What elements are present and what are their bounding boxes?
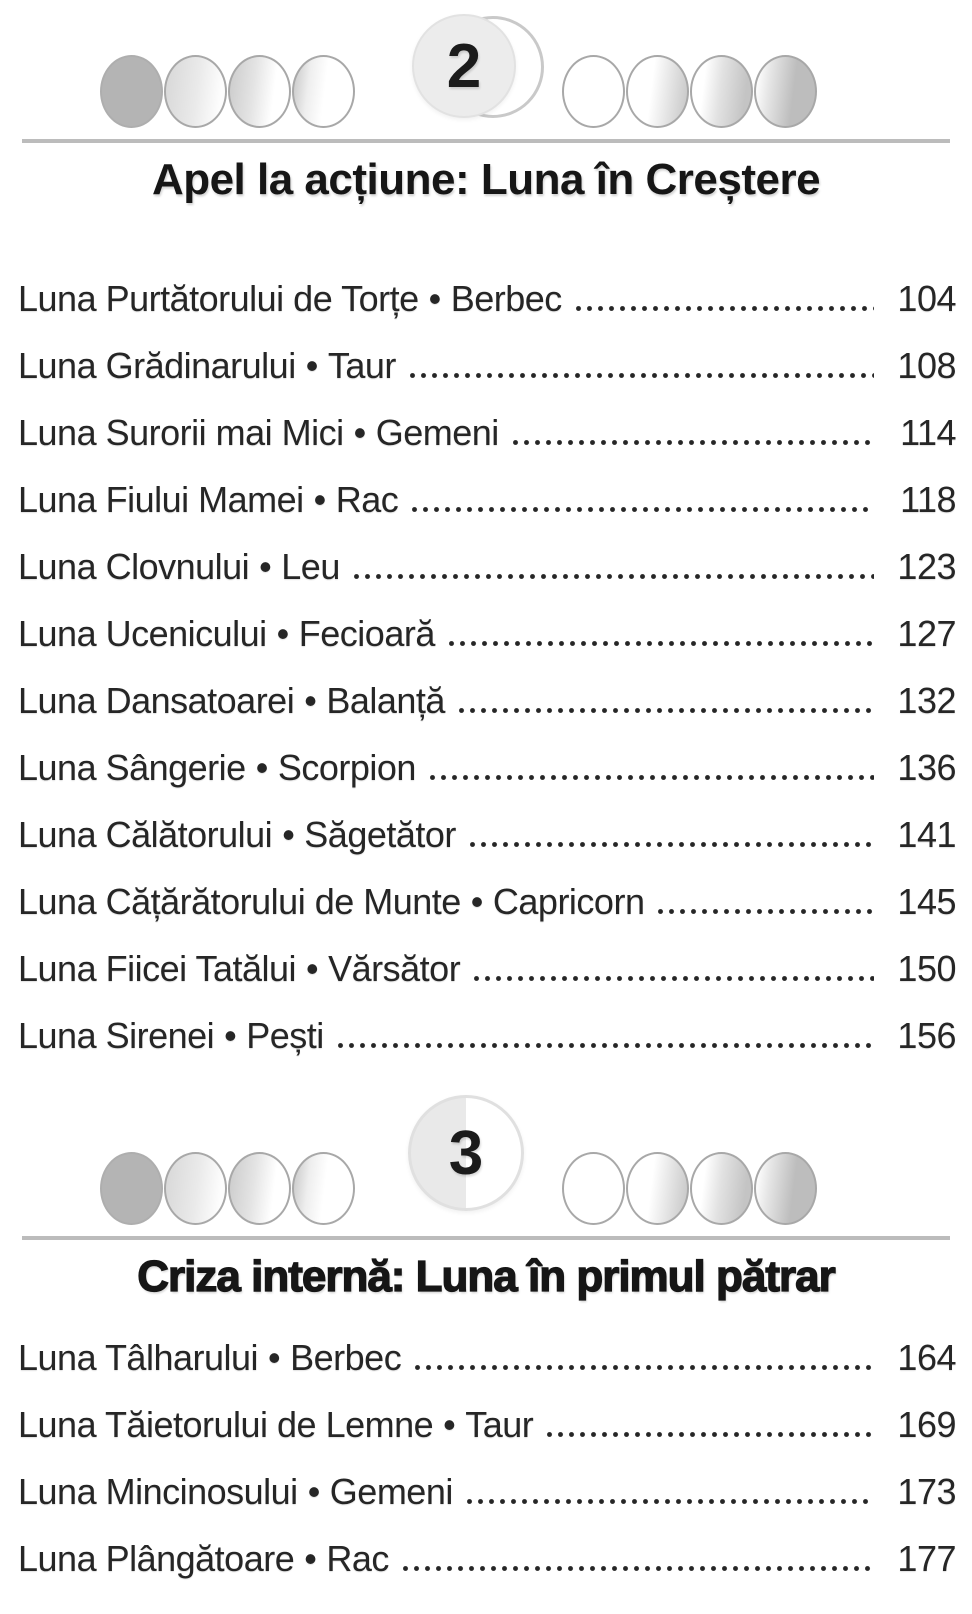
moon-phase-group-waning bbox=[562, 1152, 818, 1225]
page-number: 169 bbox=[897, 1404, 956, 1445]
moon-phase-group-waning bbox=[562, 55, 818, 128]
entry-label: Luna Purtătorului de Torțe • Berbec bbox=[18, 278, 562, 319]
bullet-separator: • bbox=[305, 345, 318, 386]
bullet-separator: • bbox=[255, 747, 268, 788]
chapter-2-moon-badge bbox=[412, 14, 546, 120]
page-number: 145 bbox=[897, 881, 956, 922]
entry-label: Luna Tăietorului de Lemne • Taur bbox=[18, 1404, 534, 1445]
dot-leader bbox=[430, 775, 874, 780]
toc-entry[interactable] bbox=[12, 1324, 960, 1391]
entry-label: Luna Tâlharului • Berbec bbox=[18, 1337, 402, 1378]
chapter-3-moon-badge bbox=[408, 1095, 542, 1201]
dot-leader bbox=[658, 909, 874, 914]
bullet-separator: • bbox=[443, 1404, 456, 1445]
page-number: 150 bbox=[897, 948, 956, 989]
page-number: 156 bbox=[897, 1015, 956, 1056]
chapter-3-toc-list bbox=[12, 1324, 960, 1592]
entry-label: Luna Călătorului • Săgetător bbox=[18, 814, 456, 855]
zodiac-sign: Gemeni bbox=[329, 1471, 453, 1512]
dot-leader bbox=[474, 976, 874, 981]
bullet-separator: • bbox=[306, 948, 319, 989]
chapter-2-moon-row bbox=[0, 14, 972, 120]
chapter-2-number: 2 bbox=[446, 31, 482, 101]
toc-entry[interactable] bbox=[12, 1458, 960, 1525]
dot-leader bbox=[410, 373, 874, 378]
zodiac-sign: Taur bbox=[465, 1404, 534, 1445]
first-quarter-icon bbox=[228, 1152, 291, 1225]
zodiac-sign: Leu bbox=[281, 546, 340, 587]
bullet-separator: • bbox=[428, 278, 441, 319]
toc-entry[interactable] bbox=[12, 265, 960, 332]
chapter-3-divider bbox=[22, 1236, 950, 1240]
entry-label: Luna Cățărătorului de Munte • Capricorn bbox=[18, 881, 645, 922]
page-number: 118 bbox=[900, 479, 956, 520]
toc-entry[interactable] bbox=[12, 332, 960, 399]
bullet-separator: • bbox=[259, 546, 272, 587]
zodiac-sign: Gemeni bbox=[375, 412, 499, 453]
waxing-gibbous-icon bbox=[292, 55, 355, 128]
new-moon-icon bbox=[100, 1152, 163, 1225]
dot-leader bbox=[403, 1566, 874, 1571]
entry-label: Luna Plângătoare • Rac bbox=[18, 1538, 389, 1579]
zodiac-sign: Berbec bbox=[290, 1337, 402, 1378]
waning-crescent-icon bbox=[754, 1152, 817, 1225]
toc-entry[interactable] bbox=[12, 667, 960, 734]
last-quarter-icon bbox=[690, 55, 753, 128]
chapter-3-moon-row bbox=[0, 1095, 972, 1217]
zodiac-sign: Fecioară bbox=[298, 613, 435, 654]
page-number: 177 bbox=[897, 1538, 956, 1579]
entry-label: Luna Fiului Mamei • Rac bbox=[18, 479, 399, 520]
chapter-3-title: Criza internă: Luna în primul pătrar bbox=[137, 1252, 835, 1301]
page-number: 173 bbox=[897, 1471, 956, 1512]
zodiac-sign: Săgetător bbox=[304, 814, 456, 855]
waxing-crescent-icon bbox=[164, 55, 227, 128]
waning-gibbous-icon bbox=[626, 55, 689, 128]
dot-leader bbox=[459, 708, 874, 713]
new-moon-icon bbox=[100, 55, 163, 128]
toc-entry[interactable] bbox=[12, 868, 960, 935]
waxing-crescent-icon bbox=[164, 1152, 227, 1225]
zodiac-sign: Rac bbox=[326, 1538, 389, 1579]
bullet-separator: • bbox=[268, 1337, 281, 1378]
waning-crescent-icon bbox=[754, 55, 817, 128]
page-number: 132 bbox=[897, 680, 956, 721]
toc-entry[interactable] bbox=[12, 399, 960, 466]
page-number: 136 bbox=[897, 747, 956, 788]
bullet-separator: • bbox=[282, 814, 295, 855]
page-number: 164 bbox=[897, 1337, 956, 1378]
dot-leader bbox=[547, 1432, 874, 1437]
bullet-separator: • bbox=[304, 680, 317, 721]
entry-label: Luna Sângerie • Scorpion bbox=[18, 747, 416, 788]
page-number: 123 bbox=[897, 546, 956, 587]
entry-label: Luna Ucenicului • Fecioară bbox=[18, 613, 435, 654]
entry-label: Luna Grădinarului • Taur bbox=[18, 345, 396, 386]
toc-entry[interactable] bbox=[12, 533, 960, 600]
dot-leader bbox=[467, 1499, 874, 1504]
dot-leader bbox=[412, 507, 874, 512]
moon-phase-group-waxing bbox=[100, 1152, 356, 1225]
dot-leader bbox=[470, 842, 874, 847]
bullet-separator: • bbox=[276, 613, 289, 654]
toc-entry[interactable] bbox=[12, 935, 960, 1002]
last-quarter-icon bbox=[690, 1152, 753, 1225]
bullet-separator: • bbox=[304, 1538, 317, 1579]
toc-entry[interactable] bbox=[12, 600, 960, 667]
toc-page bbox=[0, 14, 972, 1614]
bullet-separator: • bbox=[353, 412, 366, 453]
entry-label: Luna Surorii mai Mici • Gemeni bbox=[18, 412, 499, 453]
zodiac-sign: Rac bbox=[335, 479, 399, 520]
entry-label: Luna Fiicei Tatălui • Vărsător bbox=[18, 948, 461, 989]
zodiac-sign: Berbec bbox=[450, 278, 562, 319]
entry-label: Luna Mincinosului • Gemeni bbox=[18, 1471, 453, 1512]
chapter-2-number-circle bbox=[412, 14, 516, 118]
entry-label: Luna Clovnului • Leu bbox=[18, 546, 340, 587]
bullet-separator: • bbox=[313, 479, 326, 520]
full-moon-icon bbox=[562, 1152, 625, 1225]
page-number: 141 bbox=[897, 814, 956, 855]
chapter-2-title: Apel la acțiune: Luna în Creștere bbox=[151, 155, 821, 204]
dot-leader bbox=[449, 641, 874, 646]
bullet-separator: • bbox=[307, 1471, 320, 1512]
toc-entry[interactable] bbox=[12, 466, 960, 533]
zodiac-sign: Pești bbox=[246, 1015, 324, 1056]
zodiac-sign: Scorpion bbox=[277, 747, 416, 788]
entry-label: Luna Sirenei • Pești bbox=[18, 1015, 324, 1056]
dot-leader bbox=[354, 574, 874, 579]
dot-leader bbox=[338, 1043, 874, 1048]
zodiac-sign: Taur bbox=[327, 345, 396, 386]
chapter-3-number: 3 bbox=[448, 1118, 484, 1188]
zodiac-sign: Vărsător bbox=[328, 948, 461, 989]
toc-entry[interactable] bbox=[12, 801, 960, 868]
chapter-3-number-circle bbox=[408, 1095, 524, 1211]
toc-entry[interactable] bbox=[12, 1391, 960, 1458]
bullet-separator: • bbox=[224, 1015, 237, 1056]
chapter-2-toc-list bbox=[12, 265, 960, 1069]
full-moon-icon bbox=[562, 55, 625, 128]
dot-leader bbox=[576, 306, 874, 311]
waning-gibbous-icon bbox=[626, 1152, 689, 1225]
dot-leader bbox=[513, 440, 874, 445]
page-number: 104 bbox=[897, 278, 956, 319]
waxing-gibbous-icon bbox=[292, 1152, 355, 1225]
zodiac-sign: Balanță bbox=[326, 680, 445, 721]
first-quarter-icon bbox=[228, 55, 291, 128]
page-number: 108 bbox=[897, 345, 956, 386]
moon-phase-group-waxing bbox=[100, 55, 356, 128]
dot-leader bbox=[415, 1365, 874, 1370]
page-number: 127 bbox=[897, 613, 956, 654]
chapter-2-divider bbox=[22, 139, 950, 143]
zodiac-sign: Capricorn bbox=[492, 881, 645, 922]
page-number: 114 bbox=[900, 412, 956, 453]
toc-entry[interactable] bbox=[12, 1002, 960, 1069]
bullet-separator: • bbox=[470, 881, 483, 922]
entry-label: Luna Dansatoarei • Balanță bbox=[18, 680, 445, 721]
toc-entry[interactable] bbox=[12, 734, 960, 801]
toc-entry[interactable] bbox=[12, 1525, 960, 1592]
